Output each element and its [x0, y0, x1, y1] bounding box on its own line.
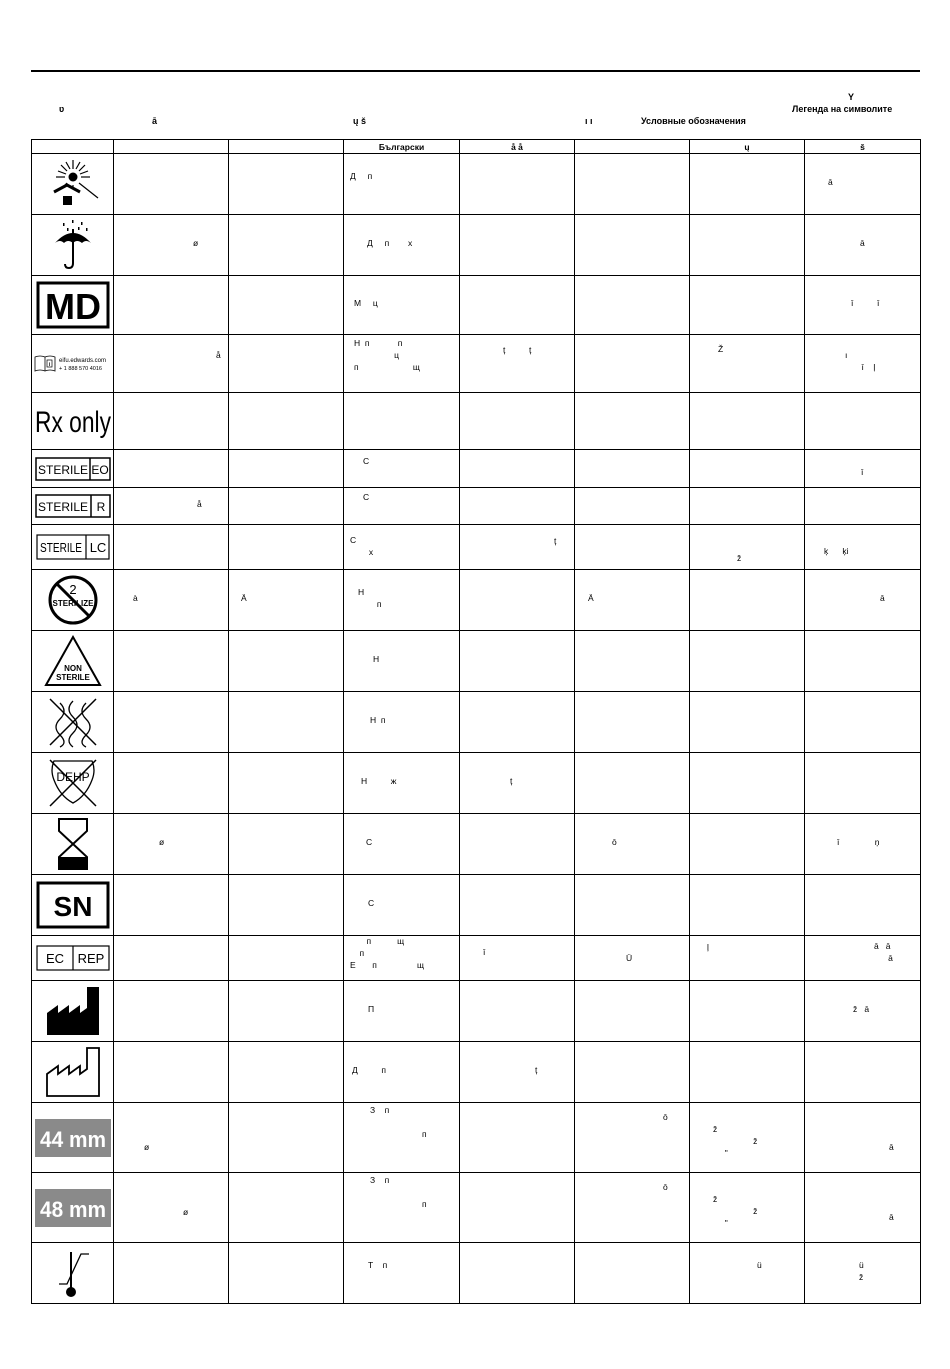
keep-away-from-sunlight-icon: [42, 158, 104, 210]
cell: [575, 1173, 690, 1243]
symbol-cell: [32, 393, 114, 450]
table-row: [32, 215, 921, 276]
cell: [460, 692, 575, 753]
table-row: [32, 570, 921, 631]
cell: [114, 875, 229, 936]
cell: [114, 1042, 229, 1103]
cell-text: ā: [889, 1212, 894, 1222]
cell: [114, 631, 229, 692]
cell-text: ž ā: [853, 1004, 870, 1014]
cell: [229, 1173, 344, 1243]
header-col6-glyph: ı ı: [585, 116, 593, 126]
cell-text: ü: [757, 1260, 762, 1270]
cell: [575, 1042, 690, 1103]
cell: [805, 875, 921, 936]
cell: [344, 1042, 460, 1103]
cell-text: ü ž: [859, 1260, 864, 1282]
cell: [114, 488, 229, 525]
column-header: [114, 140, 229, 154]
cell: [114, 981, 229, 1042]
column-header: ų: [690, 140, 805, 154]
no-latex-icon: [46, 695, 100, 749]
cell: [575, 753, 690, 814]
cell-text: ț: [535, 1065, 538, 1075]
cell: [229, 1103, 344, 1173]
cell: [344, 570, 460, 631]
cell: [575, 936, 690, 981]
cell-text: С: [363, 492, 370, 502]
cell: [460, 936, 575, 981]
cell: [229, 814, 344, 875]
cell: [229, 1243, 344, 1304]
cell: [805, 335, 921, 393]
cell-text: ø: [193, 238, 199, 248]
cell: [690, 393, 805, 450]
cell: [229, 1042, 344, 1103]
cell: [460, 1173, 575, 1243]
dehp-free-icon: [46, 756, 100, 810]
cell: [690, 814, 805, 875]
cell: [575, 875, 690, 936]
cell: [114, 335, 229, 393]
cell: [690, 981, 805, 1042]
cell: [114, 276, 229, 335]
symbol-cell: [32, 154, 114, 215]
symbol-cell: [32, 335, 114, 393]
cell-text: ō: [663, 1182, 668, 1192]
cell-text: П: [368, 1004, 375, 1014]
table-row: [32, 631, 921, 692]
cell: [229, 393, 344, 450]
cell-text: ž ž ": [713, 1124, 758, 1158]
cell: [690, 753, 805, 814]
cell-text: Ü: [626, 953, 633, 963]
cell: [229, 981, 344, 1042]
cell: [690, 1243, 805, 1304]
cell-text: Д п х: [367, 238, 413, 248]
cell-text: ț ț: [503, 345, 532, 355]
cell: [690, 335, 805, 393]
cell: [344, 631, 460, 692]
cell: [460, 1243, 575, 1304]
cell: [229, 154, 344, 215]
cell-text: Н п: [370, 715, 386, 725]
column-header: [575, 140, 690, 154]
cell: [114, 814, 229, 875]
column-header-bulgarian: Български: [344, 140, 460, 154]
cell: [114, 154, 229, 215]
cell: [690, 936, 805, 981]
medical-device-icon: [36, 281, 110, 329]
cell-text: С х: [350, 535, 374, 557]
symbol-cell: [32, 1243, 114, 1304]
symbol-cell: [32, 488, 114, 525]
cell: [460, 276, 575, 335]
cell: [805, 936, 921, 981]
header-left-glyph: ʋ: [59, 104, 65, 114]
cell: [344, 981, 460, 1042]
rep-label: REP: [77, 951, 104, 966]
cell: [229, 692, 344, 753]
size-44mm-icon: [35, 1119, 111, 1157]
cell: [575, 631, 690, 692]
cell: [460, 450, 575, 488]
non-label: NON: [63, 664, 82, 673]
table-row: [32, 1173, 921, 1243]
cell: [114, 753, 229, 814]
cell-text: Ž: [718, 344, 724, 354]
column-header: [32, 140, 114, 154]
symbol-cell: [32, 631, 114, 692]
md-label: MD: [44, 286, 101, 327]
symbol-cell: [32, 570, 114, 631]
cell-text: ī: [861, 467, 864, 477]
cell: [805, 1173, 921, 1243]
cell: [575, 570, 690, 631]
cell: [460, 488, 575, 525]
cell-text: Ä: [241, 593, 247, 603]
cell: [460, 1103, 575, 1173]
cell: [114, 1103, 229, 1173]
cell: [805, 631, 921, 692]
cell: [575, 154, 690, 215]
cell: [805, 692, 921, 753]
table-row: [32, 335, 921, 393]
table-row: [32, 753, 921, 814]
ec-rep-icon: [36, 945, 110, 971]
table-row: [32, 1243, 921, 1304]
r-label: R: [96, 500, 105, 514]
sn-label: SN: [53, 891, 92, 922]
top-rule: [31, 70, 920, 72]
cell: [690, 450, 805, 488]
cell-text: Д п: [352, 1065, 386, 1075]
cell-text: М ц: [354, 298, 378, 308]
cell: [690, 1173, 805, 1243]
cell: [344, 393, 460, 450]
symbol-cell: [32, 981, 114, 1042]
resterilize-label: STERILIZE: [52, 599, 93, 608]
cell: [114, 393, 229, 450]
symbol-cell: [32, 1042, 114, 1103]
symbol-cell: [32, 215, 114, 276]
sterile-lc-icon: [36, 534, 110, 560]
sterile-eo-icon: [35, 457, 111, 481]
cell: [690, 570, 805, 631]
serial-number-icon: [36, 881, 110, 929]
column-header: [229, 140, 344, 154]
cell: [805, 1042, 921, 1103]
cell-text: å: [216, 350, 221, 360]
table-row: [32, 1103, 921, 1173]
cell: [114, 570, 229, 631]
cell: [344, 154, 460, 215]
symbol-cell: [32, 692, 114, 753]
cell-text: Н п п ц п щ: [354, 338, 420, 372]
cell: [690, 276, 805, 335]
cell: [344, 814, 460, 875]
cell: [229, 215, 344, 276]
cell: [344, 875, 460, 936]
cell: [805, 981, 921, 1042]
cell-text: ā: [828, 177, 833, 187]
cell-text: ā ā ā: [874, 941, 893, 963]
cell: [344, 692, 460, 753]
cell-text: Н: [373, 654, 380, 664]
cell-text: Ä: [588, 593, 594, 603]
table-row: [32, 1042, 921, 1103]
cell: [114, 692, 229, 753]
eo-label: EO: [90, 462, 109, 477]
cell: [344, 1243, 460, 1304]
cell-text: З п п: [370, 1175, 427, 1209]
cell: [805, 525, 921, 570]
cell: [805, 570, 921, 631]
header-ru-title: Условные обозначения: [641, 116, 746, 126]
cell: [460, 753, 575, 814]
nonsterile-label: STERILE: [55, 673, 90, 682]
manufacturer-icon: [45, 985, 101, 1037]
cell-text: ī ņ: [837, 837, 880, 847]
cell: [229, 936, 344, 981]
cell: [344, 1103, 460, 1173]
cell-text: ț: [554, 536, 557, 546]
cell-text: ā: [880, 593, 885, 603]
cell: [805, 488, 921, 525]
cell-text: Н ж: [361, 776, 397, 786]
cell: [690, 1042, 805, 1103]
symbol-cell: [32, 276, 114, 335]
cell: [229, 875, 344, 936]
lc-label: LC: [89, 540, 106, 555]
cell: [575, 525, 690, 570]
cell-text: С: [366, 837, 373, 847]
eifu-phone: + 1 888 570 4016: [58, 365, 102, 372]
symbol-cell: [32, 814, 114, 875]
cell: [229, 525, 344, 570]
cell: [690, 154, 805, 215]
symbol-cell: [32, 525, 114, 570]
table-row: [32, 450, 921, 488]
symbol-cell: [32, 936, 114, 981]
eifu-url: eifu.edwards.com: [58, 357, 106, 364]
cell-text: ț: [510, 776, 513, 786]
cell: [344, 276, 460, 335]
cell: [690, 488, 805, 525]
table-row: [32, 525, 921, 570]
cell: [575, 814, 690, 875]
cell: [344, 488, 460, 525]
cell-text: Н п: [358, 587, 382, 609]
table-row: [32, 488, 921, 525]
cell: [344, 335, 460, 393]
cell: [805, 393, 921, 450]
cell: [344, 215, 460, 276]
cell: [575, 393, 690, 450]
column-header-row: [32, 140, 921, 154]
table-row: [32, 154, 921, 215]
cell-text: ā: [860, 238, 865, 248]
cell-text: ō: [663, 1112, 668, 1122]
rx-only-label: Rx only: [34, 406, 111, 439]
cell: [114, 936, 229, 981]
table-row: [32, 981, 921, 1042]
date-of-manufacture-icon: [45, 1046, 101, 1098]
table-row: [32, 936, 921, 981]
cell: [460, 814, 575, 875]
table-row: [32, 393, 921, 450]
table-row: [32, 875, 921, 936]
cell: [460, 1042, 575, 1103]
header-y-glyph: Y: [848, 92, 855, 102]
keep-dry-icon: [50, 219, 96, 271]
cell-text: З п п: [370, 1105, 427, 1139]
ec-label: EC: [45, 951, 64, 966]
cell-text: ō: [612, 837, 617, 847]
cell: [229, 753, 344, 814]
cell: [690, 1103, 805, 1173]
cell-text: п щ п Е п щ: [350, 936, 424, 970]
cell-text: å: [197, 499, 202, 509]
cell-text: ī ī: [851, 298, 880, 308]
cell: [575, 1103, 690, 1173]
cell: [460, 215, 575, 276]
cell: [690, 875, 805, 936]
consult-eifu-icon: [34, 354, 112, 374]
cell: [805, 753, 921, 814]
svg-text:i: i: [48, 361, 50, 368]
cell: [690, 525, 805, 570]
cell: [344, 753, 460, 814]
symbol-cell: [32, 450, 114, 488]
cell: [229, 276, 344, 335]
size-44mm-label: 44 mm: [39, 1126, 106, 1152]
cell: [805, 215, 921, 276]
cell: [690, 215, 805, 276]
size-48mm-icon: [35, 1189, 111, 1227]
cell: [114, 525, 229, 570]
header-col4-glyph: ų š: [353, 116, 367, 126]
cell-text: ø: [159, 837, 165, 847]
cell-text: С: [363, 456, 370, 466]
cell: [344, 936, 460, 981]
cell: [690, 692, 805, 753]
table-row: [32, 692, 921, 753]
rx-only-icon: [33, 401, 113, 441]
cell: [575, 1243, 690, 1304]
symbol-cell: [32, 1103, 114, 1173]
sterile-r-icon: [35, 494, 111, 518]
cell: [460, 525, 575, 570]
cell: [805, 814, 921, 875]
cell-text: Д п: [350, 171, 373, 181]
cell: [460, 335, 575, 393]
cell-text: ā: [889, 1142, 894, 1152]
cell: [460, 875, 575, 936]
cell: [575, 276, 690, 335]
cell: [114, 1243, 229, 1304]
cell: [344, 1173, 460, 1243]
cell: [460, 631, 575, 692]
cell: [575, 335, 690, 393]
cell: [575, 450, 690, 488]
cell: [575, 215, 690, 276]
cell: [229, 335, 344, 393]
sterile-label: STERILE: [37, 462, 88, 477]
cell-text: ø: [183, 1207, 189, 1217]
size-48mm-label: 48 mm: [39, 1196, 106, 1222]
cell: [114, 1173, 229, 1243]
cell: [575, 981, 690, 1042]
cell: [229, 488, 344, 525]
sterile-label: STERILE: [39, 540, 82, 555]
cell-text: à: [133, 593, 138, 603]
column-header: š: [805, 140, 921, 154]
cell: [229, 631, 344, 692]
cell: [805, 1243, 921, 1304]
cell-text: ķ ķi: [824, 546, 849, 556]
temperature-limit-icon: [53, 1246, 93, 1300]
cell: [460, 570, 575, 631]
symbol-cell: [32, 875, 114, 936]
cell: [344, 450, 460, 488]
header-col2-glyph: ā: [152, 116, 158, 126]
cell: [575, 692, 690, 753]
cell-text: ī: [483, 947, 486, 957]
symbol-legend-table: [31, 139, 921, 1304]
use-by-date-icon: [55, 817, 91, 871]
cell: [229, 570, 344, 631]
cell-text: Т п: [368, 1260, 388, 1270]
cell: [805, 1103, 921, 1173]
resterilize-number: 2: [68, 582, 77, 597]
cell-text: ø: [144, 1142, 150, 1152]
cell: [460, 981, 575, 1042]
table-row: [32, 814, 921, 875]
cell-text: ı ī ļ: [845, 350, 876, 372]
cell-text: С: [368, 898, 375, 908]
sterile-label: STERILE: [37, 500, 88, 514]
cell: [460, 154, 575, 215]
cell: [690, 631, 805, 692]
column-header: å å: [460, 140, 575, 154]
cell: [344, 525, 460, 570]
cell: [114, 215, 229, 276]
do-not-resterilize-icon: [46, 573, 100, 627]
cell-text: ļ: [707, 942, 709, 952]
symbol-cell: [32, 753, 114, 814]
symbol-cell: [32, 1173, 114, 1243]
cell-text: ž: [737, 553, 742, 563]
cell: [460, 393, 575, 450]
table-row: [32, 276, 921, 335]
non-sterile-icon: [43, 634, 103, 688]
cell: [805, 450, 921, 488]
cell: [114, 450, 229, 488]
header-bg-title: Легенда на символите: [792, 104, 893, 114]
cell-text: ž ž ": [713, 1194, 758, 1228]
cell: [805, 276, 921, 335]
cell: [229, 450, 344, 488]
cell: [575, 488, 690, 525]
dehp-label: DEHP: [55, 770, 90, 784]
cell: [805, 154, 921, 215]
